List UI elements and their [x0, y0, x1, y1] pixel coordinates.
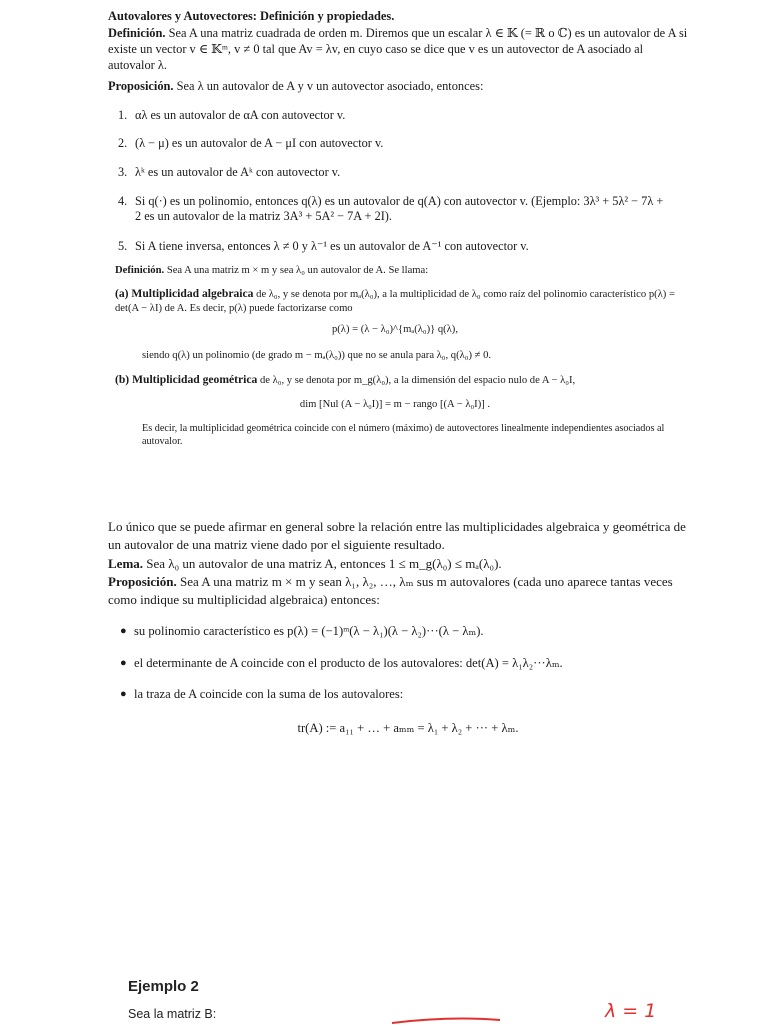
- trace-equation: tr(A) := a₁₁ + … + aₘₘ = λ₁ + λ₂ + ··· + λₘ.: [297, 721, 519, 735]
- bullet-dot-icon: ●: [120, 657, 127, 669]
- example-title: Ejemplo 2: [128, 978, 199, 995]
- bullet-dot-icon: ●: [120, 688, 127, 700]
- bullet-text: su polinomio característico es p(λ) = (−1)ᵐ(λ − λ₁)(λ − λ₂)···(λ − λₘ).: [134, 624, 484, 638]
- section-2-intro: Lo único que se puede afirmar en general sobre la relación entre las multiplicidades algebraica y geométrica de un autovalor de una matriz viene dado por el siguiente resultado.: [108, 519, 686, 552]
- definition-2: [115, 264, 685, 278]
- item-number: 5.: [118, 239, 128, 253]
- item-number: 2.: [118, 136, 128, 150]
- bullet-dot-icon: ●: [120, 625, 127, 637]
- algebraic-multiplicity-paragraph: [115, 287, 675, 316]
- geometric-after-text: Es decir, la multiplicidad geométrica coincide con el número (máximo) de autovectores linealmente independientes asociados al autovalor.: [142, 423, 665, 447]
- geometric-multiplicity-text: de λ₀, y se denota por m_g(λ₀), a la dimensión del espacio nulo de A − λ₀I,: [259, 375, 576, 386]
- algebraic-equation: p(λ) = (λ − λ₀)^{mₐ(λ₀)} q(λ),: [331, 324, 458, 335]
- bullet-text: la traza de A coincide con la suma de los autovalores:: [134, 687, 404, 701]
- item-text: Si q(·) es un polinomio, entonces q(λ) es un autovalor de q(A) con autovector v. (Ejemplo: 3λ³ + 5λ² − 7λ + 2 es un autovalor de la matriz 3A³ + 5A² − 7A + 2I).: [135, 194, 664, 223]
- definition-text: Sea A una matriz cuadrada de orden m. Diremos que un escalar λ ∈ 𝕂 (= ℝ o ℂ) es un autovalor de A si existe un vector v ∈ 𝕂ᵐ, v ≠ 0 tal que Av = λv, en cuyo caso se dice que v es un autovector de A asociado al autovalor λ.: [108, 26, 688, 72]
- proposition-paragraph: [108, 78, 688, 94]
- item-text: Si A tiene inversa, entonces λ ≠ 0 y λ⁻¹ es un autovalor de A⁻¹ con autovector v.: [135, 239, 529, 253]
- definition-2-label: Definición.: [115, 265, 165, 276]
- geometric-equation: dim [Nul (A − λ₀I)] = m − rango [(A − λ₀I)] .: [299, 399, 491, 410]
- proposition-label: Proposición.: [108, 79, 174, 93]
- lemma-paragraph: [108, 555, 688, 573]
- proposition-2-label: Proposición.: [108, 574, 177, 589]
- proposition-2-text: Sea A una matriz m × m y sean λ₁, λ₂, …, λₘ sus m autovalores (cada uno aparece tantas veces como indique su multiplicidad algebraica) entonces:: [108, 574, 673, 607]
- item-text: (λ − μ) es un autovalor de A − μI con autovector v.: [135, 136, 384, 150]
- definition-paragraph: [108, 25, 688, 73]
- geometric-multiplicity-paragraph: [115, 373, 675, 388]
- definition-label: Definición.: [108, 26, 166, 40]
- algebraic-after-text: siendo q(λ) un polinomio (de grado m − mₐ(λ₀)) que no se anula para λ₀, q(λ₀) ≠ 0.: [142, 350, 492, 361]
- geometric-multiplicity-label: (b) Multiplicidad geométrica: [115, 373, 258, 386]
- item-number: 1.: [118, 108, 128, 122]
- item-text: αλ es un autovalor de αA con autovector v.: [135, 108, 346, 122]
- item-number: 3.: [118, 165, 128, 179]
- lemma-label: Lema.: [108, 556, 144, 571]
- section-title: Autovalores y Autovectores: Definición y propiedades.: [108, 9, 395, 23]
- algebraic-multiplicity-text: de λ₀, y se denota por mₐ(λ₀), a la multiplicidad de λ₀ como raíz del polinomio característico p(λ) = det(A − λI) de A. Es decir, p(λ) puede factorizarse como: [115, 289, 675, 314]
- example-text: Sea la matriz B:: [128, 1007, 217, 1021]
- proposition-text: Sea λ un autovalor de A y v un autovector asociado, entonces:: [176, 79, 484, 93]
- definition-2-text: Sea A una matriz m × m y sea λ₀ un autovalor de A. Se llama:: [166, 265, 429, 276]
- item-text: λᵏ es un autovalor de Aᵏ con autovector v.: [135, 165, 341, 179]
- bullet-text: el determinante de A coincide con el producto de los autovalores: det(A) = λ₁λ₂···λₘ.: [134, 656, 563, 670]
- handwritten-lambda: λ = 1: [605, 1000, 657, 1022]
- item-number: 4.: [118, 194, 128, 208]
- algebraic-multiplicity-label: (a) Multiplicidad algebraica: [115, 287, 254, 300]
- lemma-text: Sea λ₀ un autovalor de una matriz A, entonces 1 ≤ m_g(λ₀) ≤ mₐ(λ₀).: [146, 556, 502, 571]
- proposition-2-paragraph: [108, 573, 688, 609]
